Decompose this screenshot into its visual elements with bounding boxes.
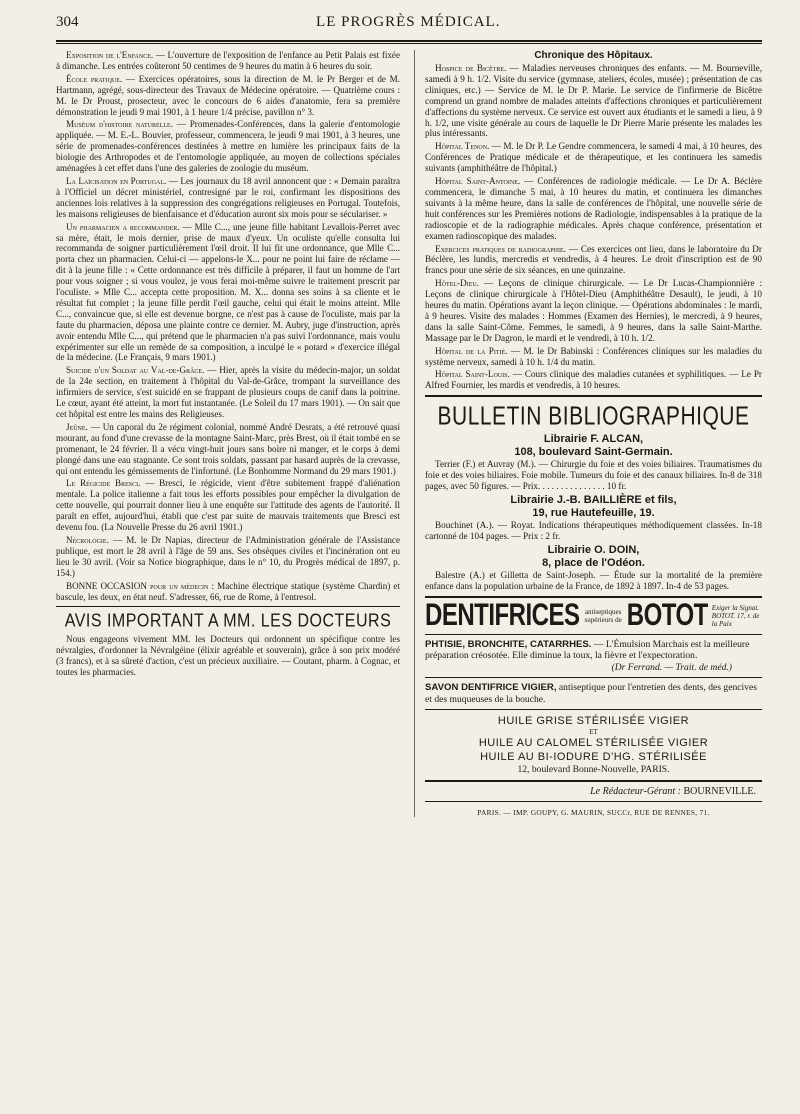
item-lead: Exposition de l'Enfance.: [66, 50, 154, 60]
item-text: — Conférences de radiologie médicale. — Le Dr A. Béclère commencera, le dimanche 5 mai, à 10 heures du matin, et continuera les dimanches suivants à la même heure, dans la salle de conférences de l'hôpital, une nouvelle série de huit conférences sur les Premières notions de Radiologie, indispensables à la pratique de la radioscopie et de la radiographie médicales. Après chaque conférence, présentation et examen radioscopique des malades.: [425, 176, 762, 241]
item-lead: Hospice de Bicêtre.: [435, 63, 507, 73]
news-item: [56, 478, 400, 533]
savon-ad: [425, 682, 762, 705]
item-lead: Nécrologie.: [66, 534, 109, 545]
library-alcan-name: Librairie F. ALCAN,: [543, 433, 644, 446]
item-lead: Hôpital de la Pitié.: [435, 345, 508, 356]
phtisie-lead: PHTISIE, BRONCHITE, CATARRHES.: [425, 638, 592, 650]
item-text: — Ces exercices ont lieu, dans le laboratoire du Dr Béclère, les lundis, mercredis et vendredis, à 4 heures. Le droit d'inscription est de 90 francs pour une série de six séances, en une quinzaine.: [425, 243, 762, 276]
news-item: [425, 244, 762, 277]
news-item: [425, 369, 762, 391]
library-alcan-address: 108, boulevard Saint-Germain.: [514, 446, 673, 459]
bonne-occasion-ad: [56, 581, 400, 603]
item-text: — M. le Dr P. Le Gendre commencera, le samedi 4 mai, à 10 heures, des Conférences de Pratique médicale et de thérapeutique, et les continuera les samedis suivants (amphithéâtre de l'hôpital.): [425, 141, 762, 174]
divider: [425, 709, 762, 710]
botot-small-text: Exiger la Signat. BOTOT. 17, r. de la Paix: [711, 603, 760, 628]
news-item: [56, 50, 400, 72]
bonne-occasion-lead: BONNE OCCASION pour un médecin :: [66, 580, 215, 591]
item-text: — Leçons de clinique chirurgicale. — Le Dr Lucas-Championnière : Leçons de clinique chirurgicale à l'Hôtel-Dieu (Amphithéâtre Desault), le jeudi, à 10 heures du matin. Opérations avant la leçon clinique. — Opérations abdominales : le mardi, à 9 heures. Visite des malades : Hommes (Examen des Hernies), le mercredi, à 9 heures, dans la salle Saint-Côme. Femmes, le samedi, à 9 heures, dans la salle Saint-Marthe. Massage par le Dr Dagron, le mardi et le vendredi, à 10 h. 1/2.: [425, 278, 762, 343]
savon-lead: SAVON DENTIFRICE VIGIER,: [425, 682, 557, 694]
item-text: — M. le Dr Babinski : Conférences cliniques sur les maladies du système nerveux, samedi à 10 h. 1/4 du matin.: [425, 345, 763, 367]
divider: [56, 606, 400, 607]
huile-et: ET: [589, 728, 598, 737]
editor-signature: [425, 786, 762, 797]
library-bailliere-entry: Bouchinet (A.). — Royat. Indications thérapeutiques méthodiquement classées. In-18 cartonné de 104 pages. — Prix : 2 fr.: [425, 520, 762, 541]
item-lead: Jeûne.: [66, 421, 88, 432]
item-text: — Promenades-Conférences, dans la galerie d'entomologie appliquée. — M. E.-L. Bouvier, professeur, commencera, le jeudi 9 mai 1901, à 3 heures, une série de promenades-conférences destinées à mettre en lumière les principaux faits de la biologie des Arthropodes et de l'entomologie appliquée, au moyen de collections spéciales aménagées à cet effet dans l'une des galeries de zoologie du muséum.: [56, 119, 400, 174]
item-lead: Suicide d'un Soldat au Val-de-Grâce.: [66, 365, 205, 376]
news-item: [56, 365, 400, 420]
hospitals-heading: Chronique des Hôpitaux.: [534, 50, 653, 61]
botot-word: BOTOT: [626, 597, 708, 633]
item-lead: Le Régicide Bresci.: [66, 478, 141, 489]
divider: [425, 395, 762, 397]
page-number: 304: [56, 14, 79, 30]
item-lead: Hôpital Saint-Louis.: [435, 369, 510, 380]
news-item: [425, 176, 762, 241]
phtisie-text: — L'Émulsion Marchais est la meilleure préparation créosotée. Elle diminue la toux, la fièvre et l'expectoration.: [425, 638, 750, 662]
avis-text: Nous engageons vivement MM. les Docteurs qui ordonnent un spécifique contre les névralgies, d'ordonner la Névralgéine (élixir agréable et souverain), grâce à son prix modéré (3 francs), et à sa sûreté d'action, c'est un précieux auxiliaire. — Coutant, pharm. à Cognac, et toutes les pharmacies.: [56, 634, 400, 678]
library-bailliere-name: Librairie J.-B. BAILLIÈRE et fils,: [510, 494, 677, 506]
news-item: [56, 119, 400, 174]
news-items: [56, 50, 400, 579]
dentifrices-word: DENTIFRICES: [425, 597, 580, 633]
columns: [56, 50, 762, 817]
huile-biiodure-title: HUILE AU BI-IODURE D'HG. STÉRILISÉE: [480, 751, 707, 764]
signature-label: Le Rédacteur-Gérant :: [590, 785, 681, 797]
journal-title: LE PROGRÈS MÉDICAL.: [316, 14, 501, 30]
library-doin-entry: Balestre (A.) et Gilletta de Saint-Joseph. — Étude sur la mortalité de la première enfance dans la population urbaine de la France, de 1892 à 1897. In-4 de 53 pages.: [425, 569, 762, 591]
phtisie-ad: [425, 639, 762, 662]
news-item: [425, 141, 762, 174]
right-column: [414, 50, 762, 817]
news-item: [56, 422, 400, 477]
dentifrices-botot-ad: [425, 597, 762, 633]
item-lead: Muséum d'histoire naturelle.: [66, 119, 173, 130]
item-lead: Hôpital Saint-Antoine.: [435, 176, 521, 187]
divider: [425, 780, 762, 782]
item-text: — Hier, après la visite du médecin-major, un soldat de la 24e section, en traitement à l'hôpital du Val-de-Grâce, trompant la surveillance des infirmiers de service, s'est suicidé en se frappant de plusieurs coups de canif dans la poitrine. Le cœur, ayant été atteint, la mort fut instantanée. (Le Soleil du 17 mars 1901). — On sait que cet hôpital est entre les mains des Religieuses.: [56, 365, 400, 419]
header-rule: [56, 40, 762, 44]
item-text: — Mlle C..., une jeune fille habitant Levallois-Perret avec sa mère, était, le mois dernier, prise de maux d'yeux. Un oculiste qu'elle consulta lui recommanda de soigner particulièrement l'œil droit. Il lui fit une ordonnance, que Mlle C... porta chez un pharmacien. Celui-ci — appelons-le X... pour ne point lui faire de réclame — dit à la jeune fille : « Cette ordonnance est très difficile à préparer, il faut un homme de l'art pour vous soigner ; si vous voulez, je vous ferai moi-même suivre le traitement prescrit par l'oculiste. » Mlle C... accepta cette proposition. M. X... donna ses soins à sa cliente et le résultat fut complet ; la jeune fille perdit l'œil gauche, celui qui était le moins atteint. Mlle C..., convaincue que, si elle est devenue borgne, ce n'est pas à cause de l'oculiste, mais par la faute du pharmacien, déposa une plainte contre ce dernier. M. Aubry, juge d'instruction, après avoir entendu Mlle C..., qui prétend que le pharmacien n'a pas suivi l'ordonnance, mais voulu expérimenter sur elle un remède de sa composition, a inculpé le « potard » d'exercice illégal de la médecine. (Le Français, 9 mars 1901.): [56, 221, 400, 363]
item-text: — Maladies nerveuses chroniques des enfants. — M. Bourneville, samedi à 9 h. 1/2. Visite du service (gymnase, ateliers, écoles, musée) ; présentation de cas cliniques, etc.) — Service de M. le Dr P. Marie. Le service de l'infirmerie de Bicêtre comprend un grand nombre de malades atteints d'affections chroniques et particulièrement d'affections du système nerveux. Ce service est ouvert aux étudiants et le samedi a lieu, à 9 h. 1/2, une visite générale au cours de laquelle le Dr Pierre Marie présente les malades les plus intéressants.: [425, 63, 762, 139]
bonne-occasion-text: Machine électrique statique (système Chardin) et bascule, les deux, en état neuf. S'adresser, 66, rue de Rome, à l'entresol.: [56, 580, 400, 602]
item-lead: Un pharmacien a recommander.: [66, 221, 180, 232]
library-doin-name: Librairie O. DOIN,: [547, 543, 640, 556]
huile-calomel-title: HUILE AU CALOMEL STÉRILISÉE VIGIER: [478, 737, 709, 750]
news-item: [425, 278, 762, 343]
news-item: [425, 63, 762, 139]
printer-imprint: PARIS. — IMP. GOUPY, G. MAURIN, SUCCr, RUE DE RENNES, 71.: [477, 807, 710, 817]
item-text: — Cours clinique des maladies cutanées et syphilitiques. — Le Pr Alfred Fournier, les mardis et vendredis, à 10 heures.: [425, 369, 762, 391]
item-text: — Bresci, le régicide, vient d'être subitement frappé d'aliénation mentale. La police italienne a fait tous les efforts possibles pour empêcher la divulgation de cette nouvelle, qui pourrait donner lieu à une enquête sur l'attitude des agents de l'autorité. Il paraît en effet, aujourd'hui, établi que c'est par suite de mauvais traitements que Bresci est devenu fou. (La Nouvelle Presse du 26 avril 1901.): [56, 478, 400, 533]
item-lead: La Laïcisation en Portugal.: [66, 175, 167, 186]
avis-heading: AVIS IMPORTANT A MM. LES DOCTEURS: [64, 612, 392, 632]
library-alcan-entry: Terrier (F.) et Auvray (M.). — Chirurgie du foie et des voies biliaires. Traumatismes du foie et des voies biliaires. Foie mobile. Tumeurs du foie et des canaux biliaires. In-8 de 318 pages, avec 50 figures. — Prix. . . . . . . . . . . . . . . 10 fr.: [425, 459, 762, 492]
news-item: [56, 222, 400, 364]
running-head: [56, 14, 762, 38]
divider: [425, 677, 762, 678]
item-text: — M. le Dr Napias, directeur de l'Administration générale de l'Assistance publique, est mort le 28 avril à l'âge de 59 ans. Ses obsèques civiles et l'incinération ont eu lieu le 30 avril. (Voir sa Notice biographique, dans le n° 10, du Progrès médical de 1897, p. 154.): [56, 534, 400, 578]
item-text: — Les journaux du 18 avril annoncent que : « Demain paraîtra à l'Officiel un décret ministériel, contresigné par le roi, confirmant les dispositions des anciennes lois relatives à la suppression des congrégations religieuses en Portugal. Toutefois, les maisons religieuses de bienfaisance et d'éducation auront six mois pour se séculariser. »: [56, 175, 401, 219]
savon-text: antiseptique pour l'entretien des dents, des gencives et des muqueuses de la bouche.: [425, 682, 757, 705]
vigier-address: 12, boulevard Bonne-Nouvelle, PARIS.: [517, 764, 670, 776]
bulletin-heading: BULLETIN BIBLIOGRAPHIQUE: [437, 402, 750, 432]
news-item: [425, 346, 762, 368]
news-item: [56, 535, 400, 579]
hospital-items: [425, 63, 762, 391]
left-column: [56, 50, 400, 817]
item-lead: Hôpital Tenon.: [435, 141, 490, 152]
item-lead: Exercices pratiques de radiographie.: [435, 243, 566, 254]
item-text: — Un caporal du 2e régiment colonial, nommé André Desrats, a été retrouvé quasi mourant, au fond d'une crevasse de la montagne Saint-Marc, près Brest, où il était tombé en se promenant, le 24 février. Il a vécu vingt-huit jours sans boire ni manger, et le corps à demi plongé dans une eau stagnante. Ce sont trois soldats, passant par hasard auprès de la crevasse, qui ont entendu les gémissements de l'infortuné. (Le Bonhomme Normand du 29 mars 1901.): [56, 421, 400, 476]
huile-grise-title: HUILE GRISE STÉRILISÉE VIGIER: [497, 715, 690, 728]
item-lead: École pratique.: [66, 73, 123, 84]
dentifrices-small-text: antiseptiques supérieurs de: [584, 607, 622, 624]
news-item: [56, 176, 400, 220]
library-bailliere-address: 19, rue Hautefeuille, 19.: [532, 507, 655, 519]
divider: [425, 801, 762, 802]
item-text: — Exercices opératoires, sous la direction de M. le Pr Berger et de M. Hartmann, agrégé, sous-directeur des Travaux de Médecine opératoire. — Quatrième cours : M. le Dr Proust, prosecteur, avec le concours de 6 aides d'anatomie, fera sa première démonstration le jeudi 9 mai 1901, à 1 heure 1/4 précise, pavillon n° 3.: [56, 73, 400, 117]
item-lead: Hôtel-Dieu.: [435, 278, 479, 289]
signature-name: BOURNEVILLE.: [683, 785, 756, 797]
item-text: — L'ouverture de l'exposition de l'enfance au Petit Palais est fixée à dimanche. Les entrées coûteront 50 centimes de 9 heures du matin à 6 heures du soir.: [56, 50, 400, 71]
news-item: [56, 74, 400, 118]
library-doin-address: 8, place de l'Odéon.: [542, 556, 645, 569]
phtisie-source: (Dr Ferrand. — Trait. de méd.): [611, 661, 732, 673]
